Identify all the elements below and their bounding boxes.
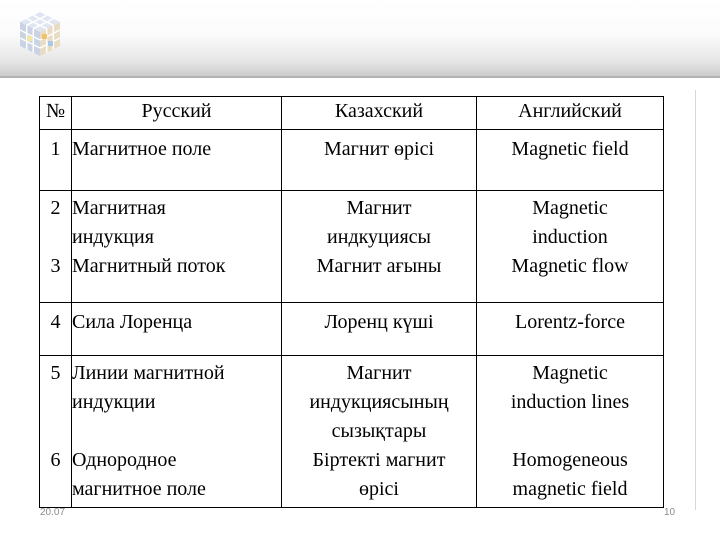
top-banner bbox=[0, 0, 720, 78]
table-row bbox=[40, 356, 664, 508]
english-term: induction lines bbox=[510, 391, 630, 413]
row-number bbox=[40, 417, 71, 446]
footer-date: 20.07 bbox=[40, 507, 66, 518]
kazakh-cell bbox=[282, 356, 477, 508]
kazakh-cell bbox=[282, 303, 477, 356]
english-term: magnetic field bbox=[512, 478, 628, 500]
table-row bbox=[40, 130, 664, 191]
russian-term bbox=[72, 417, 281, 446]
header-number: № bbox=[40, 97, 72, 130]
russian-term: Линии магнитной bbox=[72, 362, 225, 384]
row-number bbox=[40, 223, 71, 252]
russian-term: Магнитная bbox=[72, 197, 166, 219]
footer-page-number: 10 bbox=[664, 507, 676, 518]
header-kazakh: Казахский bbox=[282, 97, 477, 130]
banner-divider bbox=[0, 76, 720, 78]
kazakh-term: Магнит ағыны bbox=[316, 255, 442, 277]
kazakh-term: Магнит bbox=[346, 362, 412, 384]
row-number: 2 bbox=[50, 197, 61, 219]
row-number-cell bbox=[40, 191, 72, 303]
cube-logo-icon bbox=[16, 10, 64, 58]
row-number bbox=[40, 388, 71, 417]
kazakh-term: өрісі bbox=[359, 478, 399, 500]
english-term: Lorentz-force bbox=[515, 311, 625, 333]
header-english: Английский bbox=[477, 97, 664, 130]
kazakh-term: сызықтары bbox=[331, 420, 427, 442]
kazakh-term: Магнит өрісі bbox=[324, 138, 434, 160]
english-cell bbox=[477, 130, 664, 191]
table-row bbox=[40, 303, 664, 356]
slide-right-edge bbox=[695, 90, 696, 510]
russian-term: индукции bbox=[72, 391, 156, 413]
row-number: 4 bbox=[50, 311, 61, 333]
english-cell bbox=[477, 356, 664, 508]
kazakh-cell bbox=[282, 191, 477, 303]
russian-term: индукция bbox=[72, 226, 154, 248]
kazakh-term: Лоренц күші bbox=[324, 311, 434, 333]
row-number-cell bbox=[40, 303, 72, 356]
russian-term: Однородное bbox=[72, 449, 177, 471]
english-term: induction bbox=[532, 226, 608, 248]
russian-term: Магнитное поле bbox=[72, 138, 212, 160]
row-number: 3 bbox=[50, 255, 61, 277]
kazakh-term: индукциясының bbox=[309, 391, 449, 413]
row-number-cell bbox=[40, 130, 72, 191]
terms-table bbox=[39, 96, 664, 508]
header-russian: Русский bbox=[72, 97, 282, 130]
kazakh-term: Біртекті магнит bbox=[312, 449, 446, 471]
english-term: Homogeneous bbox=[512, 449, 628, 471]
kazakh-term: Магнит bbox=[346, 197, 412, 219]
english-term: Magnetic flow bbox=[511, 255, 629, 277]
english-cell bbox=[477, 191, 664, 303]
row-number: 5 bbox=[50, 362, 61, 384]
english-cell bbox=[477, 303, 664, 356]
table-header-row bbox=[40, 97, 664, 130]
row-number bbox=[40, 475, 71, 504]
row-number: 6 bbox=[50, 449, 61, 471]
russian-cell bbox=[72, 303, 282, 356]
russian-cell bbox=[72, 356, 282, 508]
row-number: 1 bbox=[50, 138, 61, 160]
english-term: Magnetic bbox=[532, 362, 608, 384]
kazakh-term: индкуциясы bbox=[327, 226, 431, 248]
russian-term: Сила Лоренца bbox=[72, 311, 193, 333]
kazakh-cell bbox=[282, 130, 477, 191]
row-number-cell bbox=[40, 356, 72, 508]
russian-term: магнитное поле bbox=[72, 478, 206, 500]
english-term bbox=[477, 417, 663, 446]
russian-term: Магнитный поток bbox=[72, 255, 226, 277]
english-term: Magnetic field bbox=[511, 138, 629, 160]
table-row bbox=[40, 191, 664, 303]
russian-cell bbox=[72, 130, 282, 191]
russian-cell bbox=[72, 191, 282, 303]
english-term: Magnetic bbox=[532, 197, 608, 219]
